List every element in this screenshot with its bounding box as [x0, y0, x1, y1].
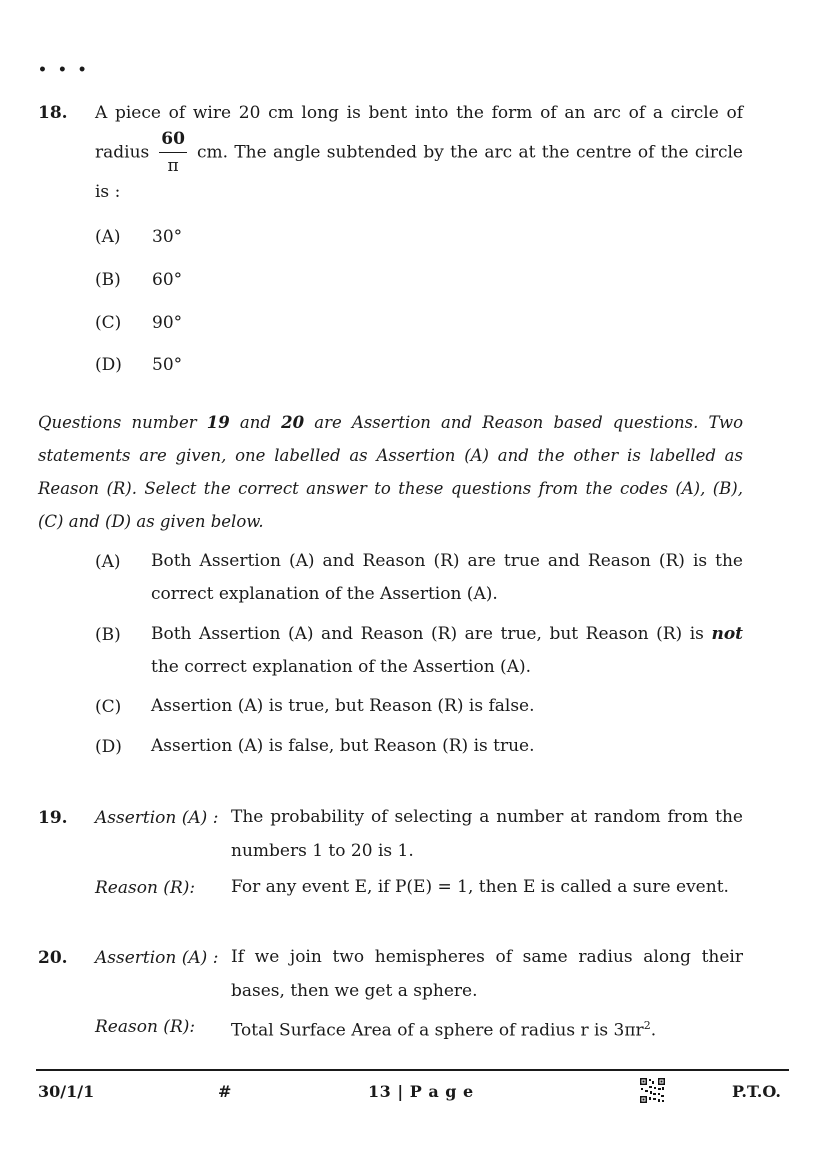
ar-option-text-a: Both Assertion (A) and Reason (R) are true and Reason (R) is the correct explanation of the Assertion (A). — [151, 551, 743, 604]
q19-reason-text: For any event E, if P(E) = 1, then E is called a sure event. — [231, 877, 729, 897]
q18-option-text-a: 30° — [152, 227, 183, 247]
q18-option-label-a: (A) — [95, 227, 121, 247]
instructions-q20-ref: 20 — [281, 413, 305, 432]
please-turn-over: P.T.O. — [732, 1082, 781, 1101]
question-18-text-before: A piece of wire 20 cm long is bent into the form of an arc of a circle of radius — [95, 103, 743, 163]
assertion-reason-instructions — [38, 406, 743, 538]
ar-option-b-emphasis: not — [711, 624, 744, 644]
q19-assertion-label: Assertion (A) : — [95, 808, 219, 828]
q20-reason-superscript: 2 — [643, 1019, 651, 1032]
ar-option-label-d: (D) — [95, 737, 122, 757]
qr-code-icon — [639, 1077, 666, 1104]
fraction-60-over-pi — [159, 131, 187, 175]
ar-option-label-a: (A) — [95, 552, 121, 572]
page-top-marker: • • • — [38, 62, 90, 78]
q19-reason-label: Reason (R): — [95, 878, 196, 898]
ar-option-label-c: (C) — [95, 697, 122, 717]
instructions-text-2: are Assertion and Reason based questions. Two statements are given, one labelled as Assertion (A) and the other is labelled as Reason (R). Select the correct answer to these questions from the codes (A), (B), (C) and (D) as given below. — [38, 413, 744, 531]
q20-reason-period: . — [650, 1020, 657, 1041]
ar-option-b-after: the correct explanation of the Assertion (A). — [151, 657, 532, 677]
q18-option-text-c: 90° — [152, 313, 183, 333]
question-number-19: 19. — [38, 808, 68, 828]
footer-divider — [36, 1069, 789, 1071]
fraction-denominator: π — [167, 156, 179, 176]
q20-assertion-text: If we join two hemispheres of same radius along their bases, then we get a sphere. — [231, 947, 743, 1001]
q18-option-label-d: (D) — [95, 355, 122, 375]
instructions-and: and — [239, 413, 271, 432]
question-number-18: 18. — [38, 103, 68, 123]
q20-reason-label: Reason (R): — [95, 1017, 196, 1037]
paper-code: 30/1/1 — [38, 1082, 95, 1101]
instructions-text-1: Questions number — [38, 413, 197, 432]
instructions-q19-ref: 19 — [206, 413, 230, 432]
q18-option-label-c: (C) — [95, 313, 122, 333]
q18-option-text-b: 60° — [152, 270, 183, 290]
question-18-stem — [95, 96, 743, 210]
ar-option-b-before: Both Assertion (A) and Reason (R) are true, but Reason (R) is — [151, 624, 704, 644]
q18-option-text-d: 50° — [152, 355, 183, 375]
q20-reason-main: Total Surface Area of a sphere of radius r is 3πr — [231, 1020, 644, 1041]
ar-option-text-d: Assertion (A) is false, but Reason (R) is true. — [151, 736, 535, 756]
q20-reason-text — [231, 1009, 743, 1048]
ar-option-text-b — [151, 618, 743, 684]
question-number-20: 20. — [38, 948, 68, 968]
ar-option-label-b: (B) — [95, 625, 121, 645]
q18-option-label-b: (B) — [95, 270, 121, 290]
q20-assertion-label: Assertion (A) : — [95, 948, 219, 968]
ar-option-text-c: Assertion (A) is true, but Reason (R) is false. — [151, 696, 535, 716]
footer-hash: # — [218, 1082, 232, 1101]
q19-assertion-text: The probability of selecting a number at random from the numbers 1 to 20 is 1. — [231, 807, 743, 861]
page-number: 13 | P a g e — [368, 1082, 474, 1101]
question-18-text-after: cm. The angle subtended by the arc at the centre of the circle is : — [95, 142, 743, 202]
fraction-numerator: 60 — [159, 131, 187, 153]
